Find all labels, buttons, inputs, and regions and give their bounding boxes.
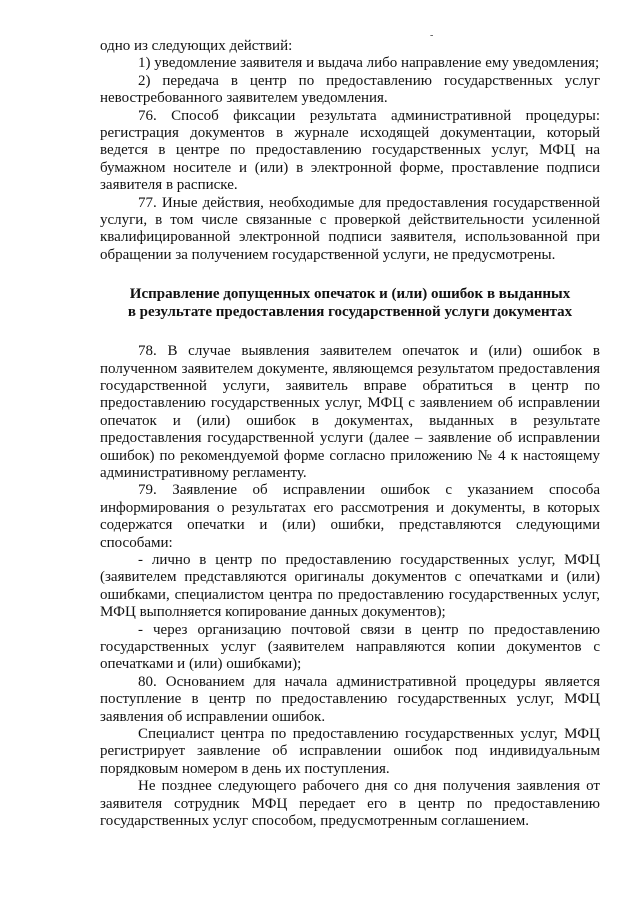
paragraph-option-1: 1) уведомление заявителя и выдача либо направление ему уведомления; bbox=[138, 55, 600, 72]
section-heading bbox=[100, 286, 600, 321]
section-after-heading bbox=[100, 343, 600, 830]
paragraph-76: 76. Способ фиксации результата административной процедуры: регистрация документов в журнале исходящей документации, который ведется в центре по предоставлению государственных услуг, МФЦ на бумажном носителе и (или) в электронной форме, проставление подписи заявителя в расписке. bbox=[100, 107, 600, 194]
section-before-heading bbox=[100, 38, 600, 264]
section-heading-line-1: Исправление допущенных опечаток и (или) ошибок в выданных bbox=[129, 286, 571, 303]
page-mark: - bbox=[430, 30, 434, 41]
paragraph-80-registration: Специалист центра по предоставлению государственных услуг, МФЦ регистрирует заявление об исправлении ошибок под индивидуальным порядковым номером в день их поступления. bbox=[100, 726, 600, 777]
paragraph-80: 80. Основанием для начала административной процедуры является поступление в центр по предоставлению государственных услуг, МФЦ заявления об исправлении ошибок. bbox=[100, 673, 600, 725]
paragraph-79-item-in-person: - лично в центр по предоставлению государственных услуг, МФЦ (заявителем представляются оригиналы документов с опечатками и (или) ошибками, специалистом центра по предоставлению государственных услуг, МФЦ выполняется копирование данных документов); bbox=[100, 551, 600, 621]
paragraph-79: 79. Заявление об исправлении ошибок с указанием способа информирования о результатах его рассмотрения и документы, в которых содержатся опечатки и (или) ошибки, представляются следующими способами: bbox=[100, 482, 600, 551]
paragraph-continuation: одно из следующих действий: bbox=[100, 38, 293, 54]
paragraph-80-transfer: Не позднее следующего рабочего дня со дня получения заявления от заявителя сотрудник МФЦ передает его в центр по предоставлению государственных услуг способом, предусмотренным соглашением. bbox=[100, 778, 600, 830]
paragraph-78: 78. В случае выявления заявителем опечаток и (или) ошибок в полученном заявителем документе, являющемся результатом предоставления государственной услуги, заявитель вправе обратиться в центр по предоставлению государственных услуг, МФЦ с заявлением об исправлении опечаток и (или) ошибок в документах, выданных в результате предоставления государственной услуги (далее – заявление об исправлении ошибок) по рекомендуемой форме согласно приложению № 4 к настоящему административному регламенту. bbox=[100, 343, 600, 481]
paragraph-79-item-by-post: - через организацию почтовой связи в центр по предоставлению государственных услуг (заявителем направляются копии документов с опечатками и (или) ошибками); bbox=[100, 621, 600, 673]
paragraph-option-2: 2) передача в центр по предоставлению государственных услуг невостребованного заявителем уведомления. bbox=[100, 72, 600, 107]
paragraph-77: 77. Иные действия, необходимые для предоставления государственной услуги, в том числе связанные с проверкой действительности усиленной квалифицированной электронной подписи заявителя, использованной при обращении за получением государственной услуги, не предусмотрены. bbox=[100, 194, 600, 263]
section-heading-line-2: в результате предоставления государственной услуги документах bbox=[127, 303, 573, 320]
